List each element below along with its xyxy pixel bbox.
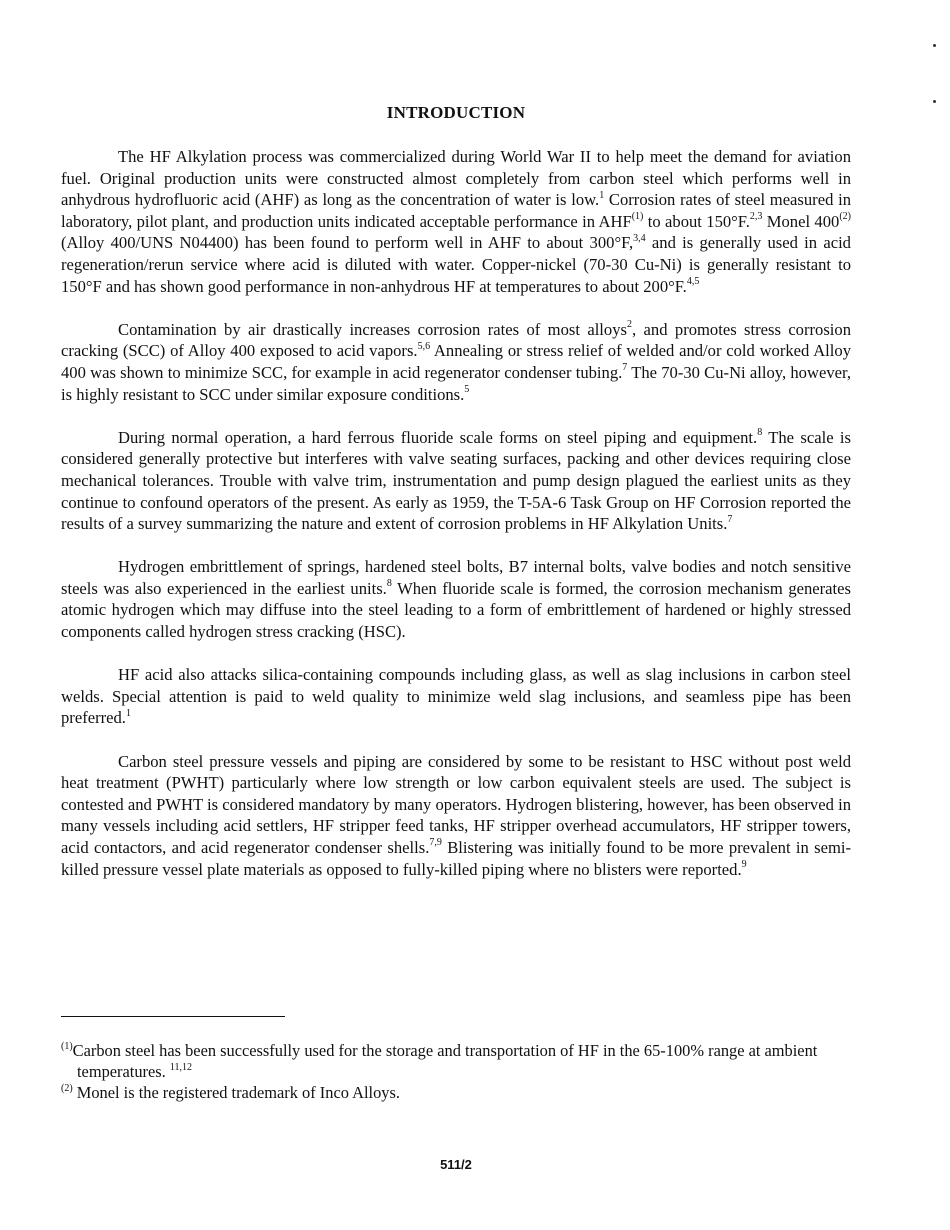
reference-superscript: 11,12: [169, 1061, 192, 1073]
text-run: When fluoride scale is formed, the corrosion mechanism generates atomic hydrogen which may diffuse into the steel leading to a form of embrittlement of hardened or highly stressed components called hydrogen stress cracking (HSC).: [61, 578, 851, 642]
text-run: , and promotes stress corrosion cracking (SCC) of Alloy 400 exposed to acid vapors.: [61, 319, 851, 361]
paragraph: [61, 556, 851, 642]
text-run: Carbon steel pressure vessels and piping are considered by some to be resistant to HSC without post weld heat treatment (PWHT) particularly where low strength or low carbon equivalent steels are used. The subject is contested and PWHT is considered mandatory by many operators. Hydrogen blistering, however, has been observed in many vessels including acid settlers, HF stripper feed tanks, HF stripper overhead accumulators, HF stripper towers, acid contactors, and acid regenerator condenser shells.: [61, 751, 851, 857]
section-heading: INTRODUCTION: [386, 103, 526, 122]
reference-superscript: 7,9: [429, 837, 442, 849]
text-run: Annealing or stress relief of welded and/or cold worked Alloy 400 was shown to minimize SCC, for example in acid regenerator condenser tubing.: [61, 341, 851, 382]
text-run: (Alloy 400/UNS N04400) has been found to perform well in AHF to about 300°F,: [61, 233, 634, 253]
text-run: Blistering was initially found to be more prevalent in semi-killed pressure vessel plate materials as opposed to fully-killed piping where no blisters were reported.: [61, 838, 851, 879]
text-run: Hydrogen embrittlement of springs, hardened steel bolts, B7 internal bolts, valve bodies and notch sensitive steels was also experienced in the earliest units.: [61, 557, 851, 598]
reference-superscript: 1: [599, 189, 605, 201]
text-run: Carbon steel has been successfully used for the storage and transportation of HF in the 65-100% range at ambient temperatures.: [72, 1041, 818, 1081]
text-run: Monel 400: [762, 211, 840, 231]
reference-superscript: 3,4: [633, 232, 646, 244]
reference-superscript: 9: [741, 859, 747, 871]
text-run: Monel is the registered trademark of Inco Alloys.: [72, 1083, 400, 1102]
paragraph: [61, 319, 851, 405]
text-run: HF acid also attacks silica-containing compounds including glass, as well as slag inclusions in carbon steel welds. Special attention is paid to weld quality to minimize weld slag inclusions, and seamless pipe has been preferred.: [61, 665, 851, 728]
text-run: The 70-30 Cu-Ni alloy, however, is highly resistant to SCC under similar exposure conditions.: [61, 362, 851, 404]
paragraph: [61, 427, 851, 535]
reference-superscript: 2: [626, 319, 632, 331]
reference-superscript: 7: [727, 513, 733, 525]
body-text: [61, 146, 851, 902]
paragraph: [61, 751, 851, 881]
text-run: The HF Alkylation process was commercialized during World War II to help meet the demand for aviation fuel. Original production units were constructed almost completely from carbon steel which performs well in anhydrous hydrofluoric acid (AHF) as long as the concentration of water is low.: [61, 147, 851, 210]
text-run: The scale is considered generally protective but interferes with valve seating surfaces, packing and other devices requiring close mechanical tolerances. Trouble with valve trim, instrumentation and pump design plagued the earliest units as they continue to confound operators of the present. As early as 1959, the T-5A-6 Task Group on HF Corrosion reported the results of a survey summarizing the nature and extent of corrosion problems in HF Alkylation Units.: [61, 427, 851, 534]
reference-superscript: (2): [839, 211, 851, 223]
reference-superscript: 1: [125, 707, 131, 719]
reference-superscript: 7: [622, 362, 628, 374]
reference-superscript: 8: [386, 578, 392, 590]
footnote-divider: [61, 1016, 285, 1017]
reference-superscript: (1): [61, 1040, 73, 1052]
scan-speck: [933, 100, 936, 103]
text-run: Corrosion rates of steel measured in laboratory, pilot plant, and production units indicated acceptable performance in AHF: [61, 190, 852, 231]
reference-superscript: (1): [631, 211, 644, 223]
paragraph: [61, 146, 851, 297]
footnote: [61, 1040, 851, 1082]
reference-superscript: 8: [757, 427, 763, 439]
reference-superscript: 5: [464, 384, 470, 395]
text-run: to about 150°F.: [643, 211, 750, 231]
text-run: and is generally used in acid regeneration/rerun service where acid is diluted with water. Copper-nickel (70-30 Cu-Ni) is generally resistant to 150°F and has shown good performance in non-anhydrous HF at temperatures to about 200°F.: [61, 233, 851, 296]
footnotes: [61, 1040, 851, 1103]
page-number: 511/2: [440, 1157, 472, 1172]
text-run: During normal operation, a hard ferrous fluoride scale forms on steel piping and equipment.: [118, 427, 758, 447]
reference-superscript: 5,6: [417, 340, 431, 352]
reference-superscript: 2,3: [749, 211, 763, 223]
footnote: [61, 1082, 851, 1103]
reference-superscript: 4,5: [686, 276, 700, 288]
scan-speck: [933, 44, 936, 47]
reference-superscript: (2): [61, 1082, 73, 1094]
paragraph: [61, 664, 851, 729]
text-run: Contamination by air drastically increases corrosion rates of most alloys: [118, 319, 627, 339]
